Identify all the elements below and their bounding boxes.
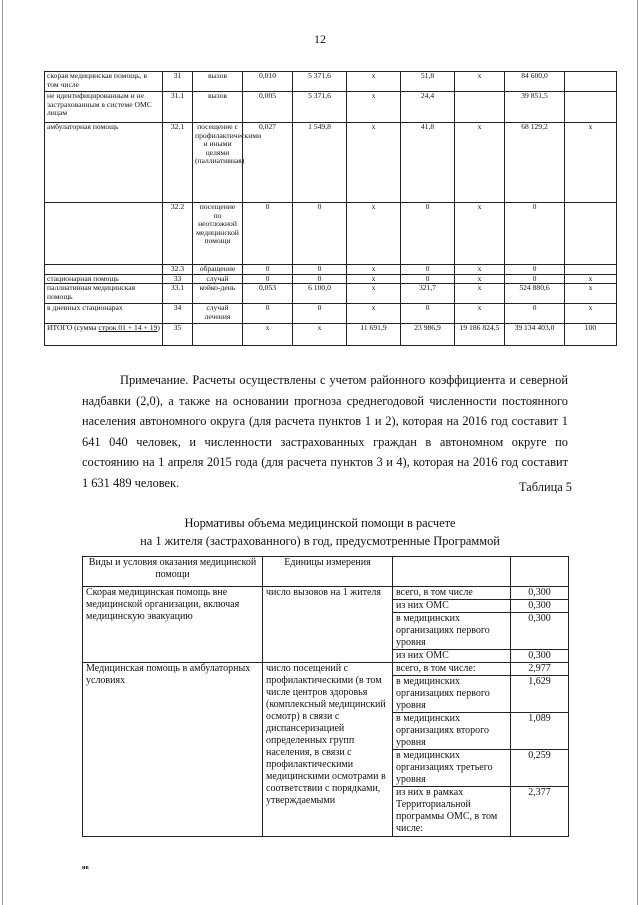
note-paragraph: Примечание. Расчеты осуществлены с учетом районного коэффициента и северной надбавки (2,0), а также на основании прогноза среднегодовой численности постоянного населения автономного округа (для расчета пунктов 1 и 2), которая на 2016 год составит 1 641 040 человек, и численности застрахованных граждан в автономном округе по состоянию на 1 апреля 2015 года (для расчета пунктов 3 и 4), которая на 2016 год составит 1 631 489 человек. xyxy=(82,373,568,490)
cell: 0,053 xyxy=(243,284,293,304)
cell: х xyxy=(455,265,505,275)
table-row xyxy=(83,587,569,600)
row-code: 32.2 xyxy=(163,203,193,265)
norms-table xyxy=(82,556,569,837)
header-empty xyxy=(511,557,569,587)
cell: 0 xyxy=(401,274,455,284)
row-value: 0,300 xyxy=(511,587,569,600)
cell: 51,8 xyxy=(401,72,455,92)
cell: х xyxy=(565,274,617,284)
total-name-suffix: ) xyxy=(157,323,160,333)
cell: 0 xyxy=(293,304,347,324)
row-value: 0,300 xyxy=(511,600,569,613)
row-unit: вызов xyxy=(193,92,243,123)
cell: 0 xyxy=(243,203,293,265)
cell: 0 xyxy=(401,203,455,265)
cell: х xyxy=(347,284,401,304)
row-name: не идентифицированным и не застрахованным в системе ОМС лицам xyxy=(45,92,163,123)
cell: 0 xyxy=(505,304,565,324)
cell: х xyxy=(347,304,401,324)
row-code: 34 xyxy=(163,304,193,324)
row-label: в медицинских организациях третьего уровня xyxy=(393,750,511,787)
cell: 0,027 xyxy=(243,123,293,203)
table-title-line-1: Нормативы объема медицинской помощи в расчете xyxy=(184,516,456,530)
row-name xyxy=(45,203,163,265)
header-empty xyxy=(393,557,511,587)
total-name xyxy=(45,324,163,346)
cell: х xyxy=(565,284,617,304)
cell: 0 xyxy=(243,304,293,324)
cell: 11 691,9 xyxy=(347,324,401,346)
cell: х xyxy=(347,92,401,123)
row-name: паллиативная медицинская помощь xyxy=(45,284,163,304)
row-name: стационарная помощь xyxy=(45,274,163,284)
row-code: 32.3 xyxy=(163,265,193,275)
table-row xyxy=(45,123,617,203)
row-name: скорая медицинская помощь, в том числе xyxy=(45,72,163,92)
table-row xyxy=(45,72,617,92)
corner-mark: нв xyxy=(82,865,89,871)
cell: 0 xyxy=(293,203,347,265)
cell: х xyxy=(455,274,505,284)
row-unit: вызов xyxy=(193,72,243,92)
total-name-prefix: ИТОГО (сумма xyxy=(47,323,99,333)
row-label: из них в рамках Территориальной программы ОМС, в том числе: xyxy=(393,787,511,837)
cell: 524 880,6 xyxy=(505,284,565,304)
section-unit: число вызовов на 1 жителя xyxy=(263,587,393,663)
row-value: 0,300 xyxy=(511,650,569,663)
row-name xyxy=(45,265,163,275)
cell: х xyxy=(347,123,401,203)
row-code: 31 xyxy=(163,72,193,92)
expenses-table-body xyxy=(45,72,617,346)
row-value: 0,300 xyxy=(511,613,569,650)
row-value: 2,377 xyxy=(511,787,569,837)
cell: 39 134 403,0 xyxy=(505,324,565,346)
cell: 68 129,2 xyxy=(505,123,565,203)
cell: 0,005 xyxy=(243,92,293,123)
cell: 6 100,0 xyxy=(293,284,347,304)
section-unit: число посещений с профилактическими (в том числе центров здоровья (комплексный медицинский осмотр) в связи с диспансеризацией определенных групп населения, в связи с профилактическими медицинскими осмотрами в соответствии с порядками, утверждаемыми xyxy=(263,663,393,837)
table-row xyxy=(45,304,617,324)
cell: х xyxy=(243,324,293,346)
row-label: из них ОМС xyxy=(393,600,511,613)
row-unit: обращение xyxy=(193,265,243,275)
row-unit: случай лечения xyxy=(193,304,243,324)
header-unit: Единицы измерения xyxy=(263,557,393,587)
page-edge-left xyxy=(2,0,3,905)
cell: х xyxy=(347,72,401,92)
cell: х xyxy=(455,72,505,92)
cell xyxy=(565,92,617,123)
table-row-total xyxy=(45,324,617,346)
table-row xyxy=(45,284,617,304)
total-code: 35 xyxy=(163,324,193,346)
cell: х xyxy=(565,123,617,203)
cell: 5 371,6 xyxy=(293,92,347,123)
table-header-row xyxy=(83,557,569,587)
table-row xyxy=(45,265,617,275)
row-name: амбулаторная помощь xyxy=(45,123,163,203)
table-row xyxy=(45,92,617,123)
row-value: 1,089 xyxy=(511,713,569,750)
cell: х xyxy=(347,203,401,265)
cell: 39 851,5 xyxy=(505,92,565,123)
cell: 321,7 xyxy=(401,284,455,304)
page-number: 12 xyxy=(314,32,326,46)
table-label: Таблица 5 xyxy=(519,480,572,494)
table-row xyxy=(45,203,617,265)
table-row xyxy=(83,663,569,676)
row-value: 1,629 xyxy=(511,676,569,713)
cell: х xyxy=(347,265,401,275)
row-name: в дневных стационарах xyxy=(45,304,163,324)
cell: х xyxy=(347,274,401,284)
expenses-table xyxy=(44,71,617,346)
cell: х xyxy=(455,304,505,324)
cell: 0 xyxy=(505,265,565,275)
section-type: Медицинская помощь в амбулаторных условиях xyxy=(83,663,263,837)
row-code: 33 xyxy=(163,274,193,284)
row-code: 33.1 xyxy=(163,284,193,304)
total-rows-link[interactable]: строк 01 + 14 + 19 xyxy=(98,323,158,333)
section-type: Скорая медицинская помощь вне медицинской организации, включая медицинскую эвакуацию xyxy=(83,587,263,663)
cell xyxy=(565,203,617,265)
cell: 0,010 xyxy=(243,72,293,92)
cell: 24,4 xyxy=(401,92,455,123)
row-value: 0,259 xyxy=(511,750,569,787)
cell: 0 xyxy=(401,265,455,275)
cell: х xyxy=(293,324,347,346)
cell: х xyxy=(455,284,505,304)
total-unit xyxy=(193,324,243,346)
row-label: из них ОМС xyxy=(393,650,511,663)
cell: 1 549,8 xyxy=(293,123,347,203)
row-label: всего, в том числе xyxy=(393,587,511,600)
cell: 0 xyxy=(505,203,565,265)
header-type: Виды и условия оказания медицинской помощи xyxy=(83,557,263,587)
row-unit: посещение по неотложной медицинской помощи xyxy=(193,203,243,265)
row-unit: койко-день xyxy=(193,284,243,304)
cell: х xyxy=(455,203,505,265)
row-unit: случай xyxy=(193,274,243,284)
cell xyxy=(565,72,617,92)
cell: 0 xyxy=(293,265,347,275)
row-label: всего, в том числе: xyxy=(393,663,511,676)
row-code: 31.1 xyxy=(163,92,193,123)
page-edge-right xyxy=(637,0,638,905)
cell: х xyxy=(455,123,505,203)
cell: 0 xyxy=(243,274,293,284)
table-title xyxy=(100,514,540,550)
row-label: в медицинских организациях второго уровня xyxy=(393,713,511,750)
table-title-line-2: на 1 жителя (застрахованного) в год, предусмотренные Программой xyxy=(140,534,500,548)
cell xyxy=(565,265,617,275)
cell: 19 186 824,5 xyxy=(455,324,505,346)
cell xyxy=(455,92,505,123)
cell: 100 xyxy=(565,324,617,346)
cell: 0 xyxy=(401,304,455,324)
cell: 0 xyxy=(293,274,347,284)
cell: 0 xyxy=(505,274,565,284)
row-code: 32.1 xyxy=(163,123,193,203)
row-label: в медицинских организациях первого уровня xyxy=(393,676,511,713)
row-unit: посещение с профилактическими и иными целями (паллиативная) xyxy=(193,123,243,203)
cell: 5 371,6 xyxy=(293,72,347,92)
cell: 41,8 xyxy=(401,123,455,203)
cell: 84 600,0 xyxy=(505,72,565,92)
cell: 23 986,9 xyxy=(401,324,455,346)
cell: х xyxy=(565,304,617,324)
cell: 0 xyxy=(243,265,293,275)
row-value: 2,977 xyxy=(511,663,569,676)
row-label: в медицинских организациях первого уровня xyxy=(393,613,511,650)
